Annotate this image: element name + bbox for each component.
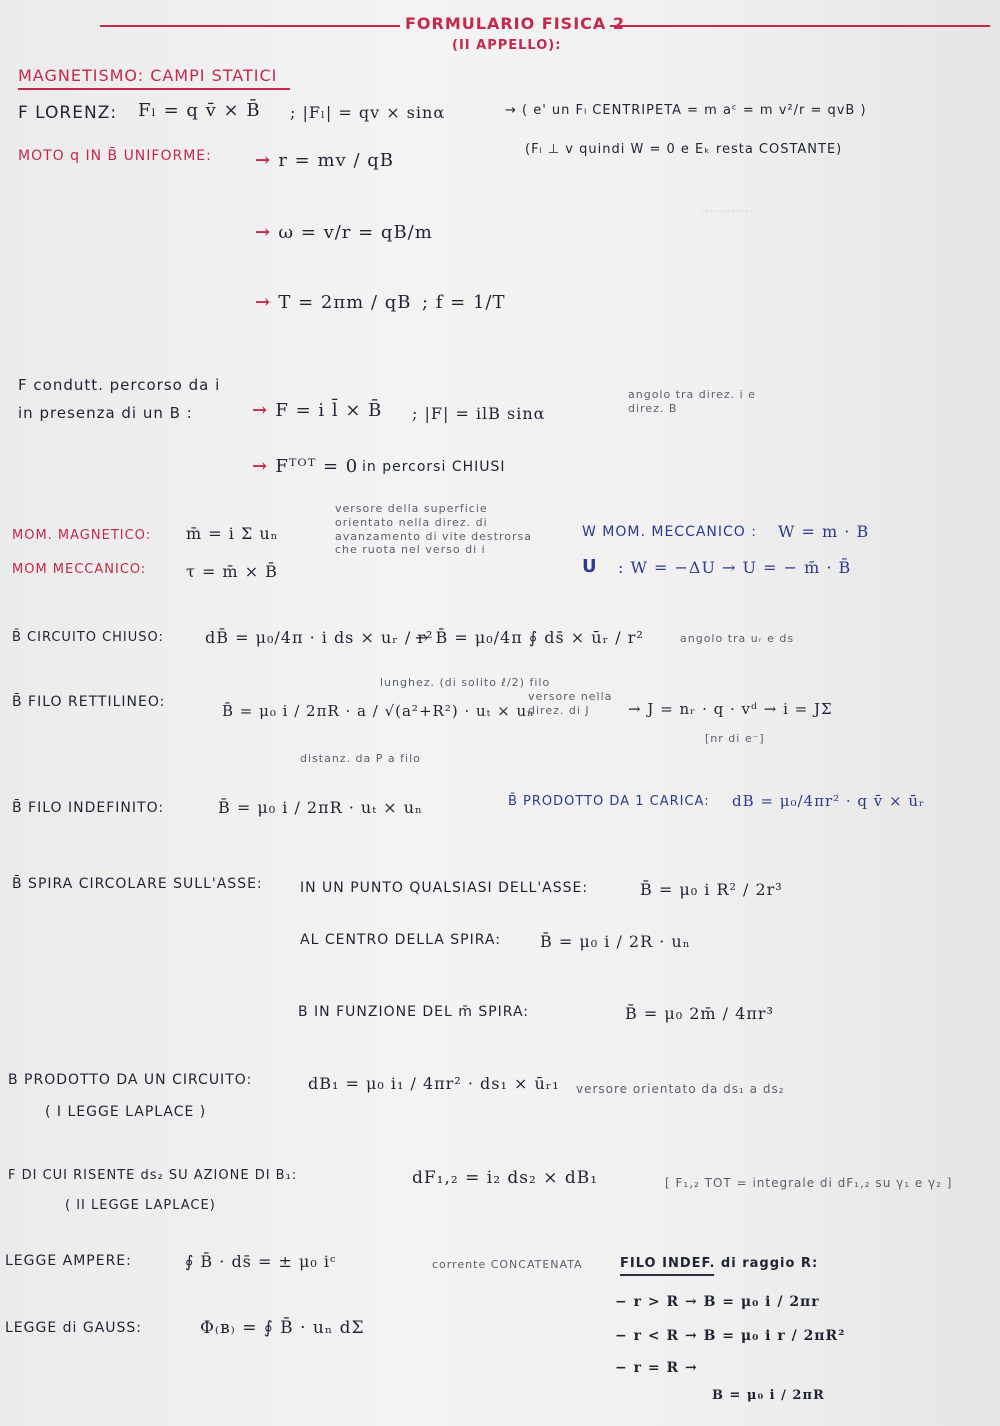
- carica-formula: dB = μ₀/4πr² · q v̄ × ūᵣ: [732, 792, 926, 810]
- gauss-label: LEGGE di GAUSS:: [5, 1320, 143, 1336]
- ampere-formula: ∮ B̄ · ds̄ = ± μ₀ iᶜ: [185, 1252, 337, 1271]
- energy-label: U: [582, 556, 598, 577]
- header-rule-right: [610, 25, 990, 27]
- spira-center-text: AL CENTRO DELLA SPIRA:: [300, 932, 501, 948]
- laplace2-label: F DI CUI RISENTE ds₂ SU AZIONE DI B₁:: [8, 1168, 298, 1183]
- circuito-formula-2: → B̄ = μ₀/4π ∮ ds̄ × ūᵣ / r²: [415, 628, 644, 647]
- section-title: MAGNETISMO: CAMPI STATICI: [18, 66, 278, 85]
- momento-meccanico-formula: τ = m̄ × B̄: [186, 562, 278, 581]
- filo-distance-note: distanz. da P a filo: [300, 752, 421, 765]
- filo-length-note: lunghez. (di solito ℓ/2) filo: [380, 676, 551, 689]
- circuito-angle-note: angolo tra uᵣ e ds: [680, 632, 795, 645]
- ampere-filo-underline: [620, 1274, 714, 1276]
- momento-magnetico-note: versore della superficie orientato nella direz. di avanzamento di vite destrorsa che ruota nel verso di i: [335, 502, 532, 557]
- conduttore-label-2: in presenza di un B :: [18, 404, 193, 422]
- conduttore-angle-note: angolo tra direz. i e direz. B: [628, 388, 756, 415]
- moto-label: MOTO q IN B̄ UNIFORME:: [18, 148, 212, 164]
- header-rule-left: [100, 25, 400, 27]
- filo-label: B̄ FILO RETTILINEO:: [12, 694, 166, 710]
- conduttore-total-note: in percorsi CHIUSI: [362, 459, 506, 475]
- moto-period: T = 2πm / qB: [278, 292, 412, 313]
- lorentz-note-centripeta: → ( e' un Fₗ CENTRIPETA = m aᶜ = m v²/r = qvB ): [505, 103, 867, 118]
- page-title: FORMULARIO FISICA 2: [405, 14, 625, 33]
- moto-frequency: ; f = 1/T: [422, 292, 506, 313]
- ampere-case-surface: − r = R →: [615, 1360, 698, 1376]
- spira-center-formula: B̄ = μ₀ i / 2R · uₙ: [540, 932, 691, 951]
- bleed-through-text: ............: [700, 200, 754, 216]
- laplace1-label: B PRODOTTO DA UN CIRCUITO:: [8, 1072, 253, 1088]
- laplace1-formula: dB₁ = μ₀ i₁ / 4πr² · ds₁ × ūᵣ₁: [308, 1074, 560, 1093]
- energy-formula: : W = −ΔU → U = − m̄ · B̄: [618, 558, 852, 577]
- moto-radius: r = mv / qB: [278, 150, 394, 171]
- spira-axis-text: IN UN PUNTO QUALSIASI DELL'ASSE:: [300, 880, 589, 896]
- momento-magnetico-formula: m̄ = i Σ uₙ: [186, 524, 279, 543]
- ampere-note: corrente CONCATENATA: [432, 1258, 583, 1271]
- spira-moment-text: B IN FUNZIONE DEL m̄ SPIRA:: [298, 1004, 530, 1020]
- laplace2-formula: dF₁,₂ = i₂ ds₂ × dB₁: [412, 1168, 599, 1188]
- ampere-case-outside: − r > R → B = μ₀ i / 2πr: [615, 1294, 820, 1310]
- work-label: W MOM. MECCANICO :: [582, 524, 757, 540]
- conduttore-label-1: F condutt. percorso da i: [18, 376, 221, 394]
- filo-carrier-note: [nr di e⁻]: [705, 732, 765, 745]
- carica-label: B̄ PRODOTTO DA 1 CARICA:: [508, 794, 710, 809]
- momento-magnetico-label: MOM. MAGNETICO:: [12, 528, 152, 543]
- filo-indefinito-label: B̄ FILO INDEFINITO:: [12, 800, 165, 816]
- lorentz-note-work: (Fₗ ⊥ v quindi W = 0 e Eₖ resta COSTANTE): [525, 142, 843, 157]
- conduttore-force: F = i l̄ × B̄: [275, 400, 383, 421]
- filo-indefinito-formula: B̄ = μ₀ i / 2πR · uₜ × uₙ: [218, 798, 423, 817]
- filo-versor-note: versore nella direz. di J: [528, 690, 613, 717]
- laplace2-subtitle: ( II LEGGE LAPLACE): [65, 1198, 216, 1213]
- ampere-case-inside: − r < R → B = μ₀ i r / 2πR²: [615, 1328, 846, 1344]
- moto-omega-formula: → ω = v/r = qB/m: [255, 222, 433, 243]
- circuito-formula-1: dB̄ = μ₀/4π · i ds × uᵣ / r²: [205, 628, 434, 647]
- spira-moment-formula: B̄ = μ₀ 2m̄ / 4πr³: [625, 1004, 774, 1023]
- laplace1-note: versore orientato da ds₁ a ds₂: [576, 1082, 785, 1096]
- lorentz-label: F LORENZ:: [18, 103, 118, 123]
- conduttore-total-force: Fᵀᴼᵀ = 0: [275, 456, 359, 477]
- moto-radius-formula: → r = mv / qB: [255, 150, 394, 171]
- laplace1-subtitle: ( I LEGGE LAPLACE ): [45, 1104, 207, 1120]
- spira-axis-formula: B̄ = μ₀ i R² / 2r³: [640, 880, 783, 899]
- conduttore-magnitude: ; |F| = ilB sinα: [412, 404, 546, 423]
- moto-omega: ω = v/r = qB/m: [278, 222, 433, 243]
- section-underline: [18, 88, 290, 90]
- page-subtitle: (II APPELLO):: [452, 38, 562, 53]
- conduttore-force-formula: → F = i l̄ × B̄: [252, 400, 383, 421]
- moto-period-formula: → T = 2πm / qB: [255, 292, 412, 313]
- circuito-label: B̄ CIRCUITO CHIUSO:: [12, 630, 164, 645]
- ampere-case-surface-value: B = μ₀ i / 2πR: [712, 1388, 825, 1403]
- spira-label: B̄ SPIRA CIRCOLARE SULL'ASSE:: [12, 876, 263, 892]
- filo-current-density: → J = nᵣ · q · vᵈ → i = JΣ: [628, 700, 833, 718]
- work-formula: W = m · B: [778, 522, 870, 541]
- ampere-filo-title: FILO INDEF. di raggio R:: [620, 1256, 819, 1271]
- gauss-formula: Φ₍ʙ₎ = ∮ B̄ · uₙ dΣ: [200, 1318, 365, 1338]
- momento-meccanico-label: MOM MECCANICO:: [12, 562, 147, 577]
- conduttore-total-force-formula: → Fᵀᴼᵀ = 0: [252, 456, 359, 477]
- lorentz-formula: Fₗ = q v̄ × B̄: [138, 100, 261, 121]
- ampere-label: LEGGE AMPERE:: [5, 1253, 132, 1269]
- lorentz-magnitude: ; |Fₗ| = qv × sinα: [290, 103, 446, 122]
- filo-formula: B̄ = μ₀ i / 2πR · a / √(a²+R²) · uₜ × uₙ: [222, 702, 535, 720]
- laplace2-note: [ F₁,₂ TOT = integrale di dF₁,₂ su γ₁ e γ₂ ]: [665, 1176, 953, 1190]
